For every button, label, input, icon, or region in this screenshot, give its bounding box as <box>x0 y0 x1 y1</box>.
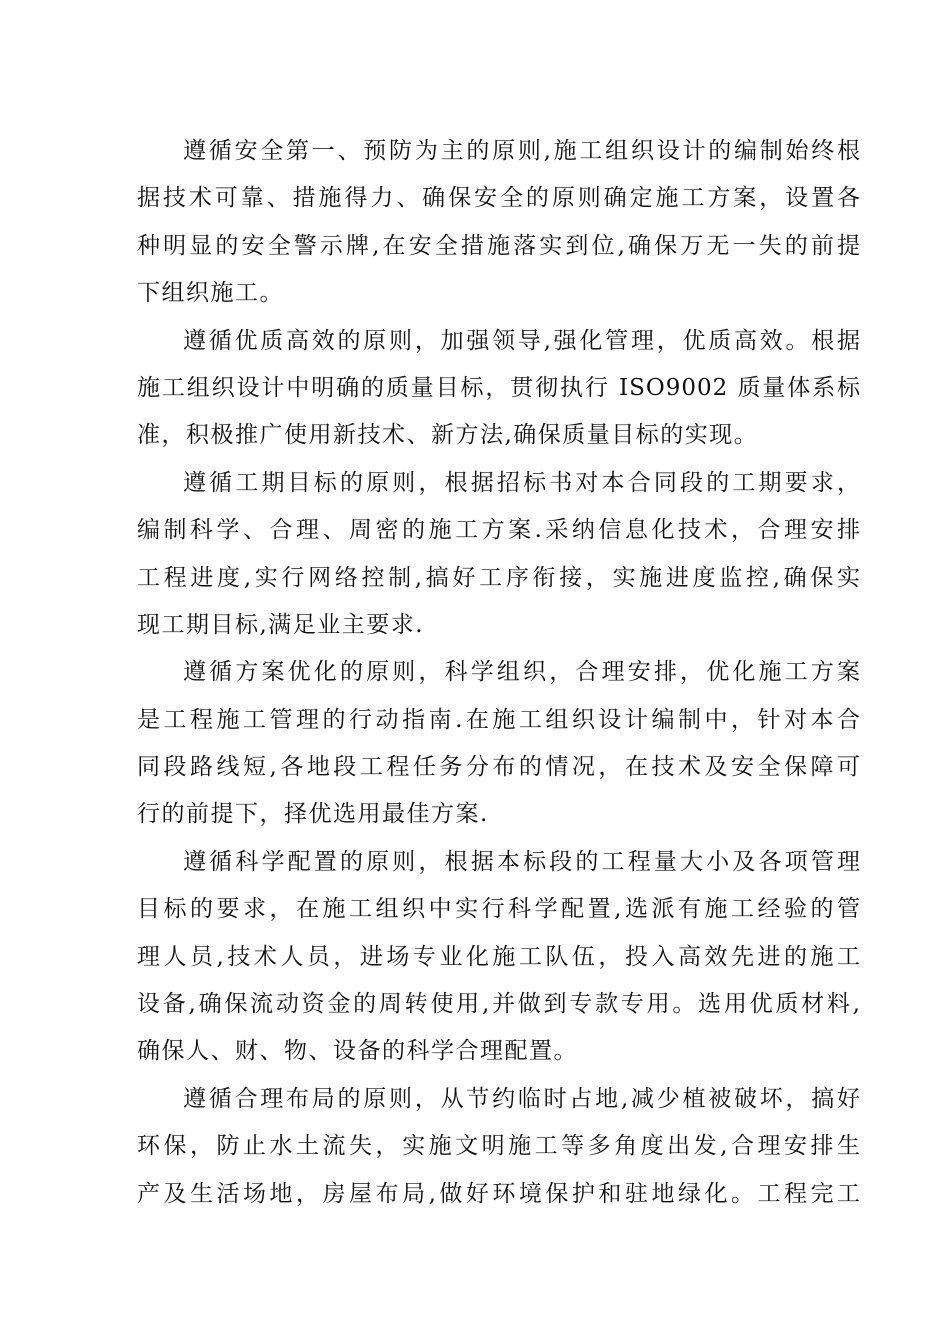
text-line: 遵循科学配置的原则，根据本标段的工程量大小及各项管理 <box>183 848 861 875</box>
text-line: 编制科学、合理、周密的施工方案.采纳信息化技术，合理安排 <box>137 517 861 544</box>
text-line: 据技术可靠、措施得力、确保安全的原则确定施工方案，设置各 <box>137 185 861 212</box>
text-line: 下组织施工。 <box>137 280 284 307</box>
text-line: 目标的要求，在施工组织中实行科学配置,选派有施工经验的管 <box>137 896 861 923</box>
text-line: 遵循优质高效的原则，加强领导,强化管理，优质高效。根据 <box>183 327 861 354</box>
text-line: 环保，防止水土流失，实施文明施工等多角度出发,合理安排生 <box>137 1133 861 1160</box>
text-line: 种明显的安全警示牌,在安全措施落实到位,确保万无一失的前提 <box>137 232 861 259</box>
paragraph-layout <box>137 1076 861 1218</box>
text-line: 现工期目标,满足业主要求. <box>137 611 425 638</box>
text-line: 同段路线短,各地段工程任务分布的情况，在技术及安全保障可 <box>137 754 861 781</box>
text-line: 遵循工期目标的原则，根据招标书对本合同段的工期要求， <box>183 469 861 496</box>
text-line: 准，积极推广使用新技术、新方法,确保质量目标的实现。 <box>137 422 759 449</box>
body-text <box>137 128 861 1218</box>
text-line: 遵循安全第一、预防为主的原则,施工组织设计的编制始终根 <box>183 138 861 164</box>
text-line: 行的前提下，择优选用最佳方案. <box>137 801 489 828</box>
paragraph-safety <box>137 128 861 318</box>
text-line: 施工组织设计中明确的质量目标，贯彻执行 ISO9002 质量体系标 <box>137 374 861 401</box>
paragraph-scientific-allocation <box>137 839 861 1076</box>
text-line: 产及生活场地，房屋布局,做好环境保护和驻地绿化。工程完工 <box>137 1180 861 1207</box>
text-line: 设备,确保流动资金的周转使用,并做到专款专用。选用优质材料, <box>137 991 861 1018</box>
text-line: 遵循方案优化的原则，科学组织，合理安排，优化施工方案 <box>183 659 861 686</box>
text-line: 确保人、财、物、设备的科学合理配置。 <box>137 1038 578 1065</box>
paragraph-schedule <box>137 460 861 650</box>
paragraph-plan-optimization <box>137 649 861 839</box>
text-line: 理人员,技术人员，进场专业化施工队伍，投入高效先进的施工 <box>137 943 861 970</box>
text-line: 工程进度,实行网络控制,搞好工序衔接，实施进度监控,确保实 <box>137 564 861 591</box>
text-line: 遵循合理布局的原则，从节约临时占地,减少植被破坏，搞好 <box>183 1085 861 1112</box>
text-line: 是工程施工管理的行动指南.在施工组织设计编制中，针对本合 <box>137 706 861 733</box>
paragraph-quality <box>137 318 861 460</box>
